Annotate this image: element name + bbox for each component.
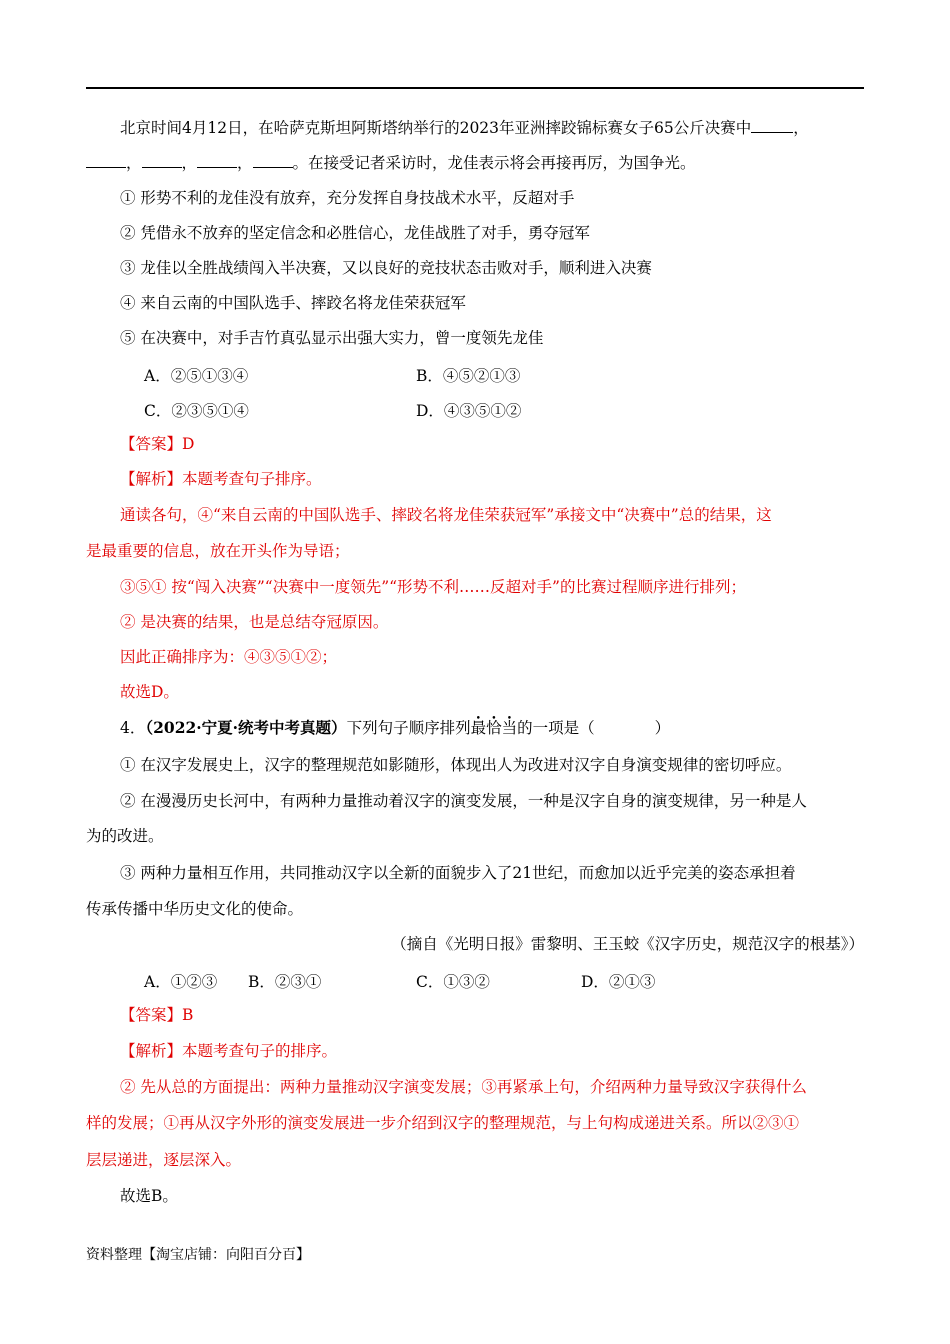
q4-citation: （摘自《光明日报》雷黎明、王玉蛟《汉字历史，规范汉字的根基》） <box>391 935 864 953</box>
q3-sep: ， <box>181 154 198 172</box>
q4-analysis-line: ② 先从总的方面提出：两种力量推动汉字演变发展；③再紧承上句，介绍两种力量导致汉字获得什么 <box>120 1078 807 1096</box>
q4-item: ① 在汉字发展史上，汉字的整理规范如影随形，体现出人为改进对汉字自身演变规律的密切呼应。 <box>120 756 792 774</box>
q4-option-b: B．②③① <box>248 973 322 991</box>
q4-option-a: A．①②③ <box>144 973 218 991</box>
q3-option-d: D．④③⑤①② <box>416 402 522 420</box>
q3-sep: ， <box>237 154 253 172</box>
q4-item: ② 在漫漫历史长河中，有两种力量推动着汉字的演变发展，一种是汉字自身的演变规律，另一种是人 <box>120 792 807 810</box>
q3-item: ⑤ 在决赛中，对手吉竹真弘显示出强大实力，曾一度领先龙佳 <box>120 329 544 347</box>
blank-3 <box>142 153 182 168</box>
q3-item: ① 形势不利的龙佳没有放弃，充分发挥自身技战术水平，反超对手 <box>120 189 575 207</box>
q4-stem-paren: ） <box>654 719 671 737</box>
q4-number: 4． <box>120 719 146 737</box>
q3-item: ③ 龙佳以全胜战绩闯入半决赛，又以良好的竞技状态击败对手，顺利进入决赛 <box>120 259 652 277</box>
footer-source: 资料整理【淘宝店铺：向阳百分百】 <box>86 1247 310 1263</box>
analysis-label: 【解析】 <box>120 1042 183 1060</box>
q4-option-d: D．②①③ <box>581 973 656 991</box>
q3-option-b: B．④⑤②①③ <box>416 367 521 385</box>
q3-analysis-line: 是最重要的信息，放在开头作为导语； <box>86 542 350 560</box>
q4-item: ③ 两种力量相互作用，共同推动汉字以全新的面貌步入了21世纪，而愈加以近乎完美的姿态承担着 <box>120 864 796 882</box>
q4-stem-text: 下列句子顺序排列 <box>346 719 471 737</box>
q3-option-a: A．②⑤①③④ <box>144 367 249 385</box>
blank-2 <box>86 153 126 168</box>
q4-analysis-line: 层层递进，逐层深入。 <box>86 1151 242 1169</box>
q4-item: 为的改进。 <box>86 827 164 845</box>
q3-analysis-line: ③⑤① 按“闯入决赛”“决赛中一度领先”“形势不利……反超对手”的比赛过程顺序进行排列； <box>120 578 746 596</box>
q3-sep: ， <box>793 119 809 137</box>
q4-analysis-line: 样的发展；①再从汉字外形的演变发展进一步介绍到汉字的整理规范，与上句构成递进关系。所以②③① <box>86 1114 800 1132</box>
q3-analysis-line: 故选D。 <box>120 683 179 701</box>
analysis-label: 【解析】 <box>120 470 183 488</box>
q4-source: （2022·宁夏·统考中考真题） <box>145 718 347 737</box>
emphasis-char: 当 <box>501 719 518 737</box>
q3-answer <box>120 434 194 454</box>
q3-stem-line1 <box>120 118 809 138</box>
answer-label: 【答案】 <box>120 435 183 453</box>
q4-conclusion: 故选B。 <box>120 1187 178 1205</box>
emphasis-char: 最 <box>470 719 487 737</box>
emphasis-char: 恰 <box>486 719 502 737</box>
q3-analysis-heading <box>120 469 322 489</box>
q4-item: 传承传播中华历史文化的使命。 <box>86 900 304 918</box>
analysis-intro: 本题考查句子排序。 <box>182 470 322 488</box>
q3-analysis-line: ② 是决赛的结果，也是总结夺冠原因。 <box>120 613 389 631</box>
q4-analysis-heading <box>120 1041 337 1061</box>
q3-analysis-line: 通读各句，④“来自云南的中国队选手、摔跤名将龙佳荣获冠军”承接文中“决赛中”总的结果，这 <box>120 506 772 524</box>
q3-sep: ， <box>126 154 142 172</box>
q3-stem-line2 <box>86 153 696 173</box>
q3-item: ② 凭借永不放弃的坚定信念和必胜信心，龙佳战胜了对手，勇夺冠军 <box>120 224 590 242</box>
q4-stem-text: 的一项是（ <box>517 719 595 737</box>
q3-stem-text2: 。在接受记者采访时，龙佳表示将会再接再厉，为国争光。 <box>292 154 696 172</box>
blank-4 <box>197 153 237 168</box>
analysis-intro: 本题考查句子的排序。 <box>182 1042 338 1060</box>
q3-item: ④ 来自云南的中国队选手、摔跤名将龙佳荣获冠军 <box>120 294 466 312</box>
q3-stem-text: 北京时间4月12日，在哈萨克斯坦阿斯塔纳举行的2023年亚洲摔跤锦标赛女子65公斤决赛中 <box>120 119 752 137</box>
header-rule <box>86 87 864 89</box>
q4-answer <box>120 1005 193 1025</box>
answer-value: D <box>182 435 195 453</box>
blank-1 <box>751 118 793 133</box>
answer-value: B <box>182 1006 194 1024</box>
answer-label: 【答案】 <box>120 1006 183 1024</box>
blank-5 <box>253 153 293 168</box>
q3-option-c: C．②③⑤①④ <box>144 402 249 420</box>
q4-option-c: C．①③② <box>416 973 490 991</box>
q4-stem <box>120 718 670 738</box>
q3-analysis-line: 因此正确排序为：④③⑤①②； <box>120 648 338 666</box>
